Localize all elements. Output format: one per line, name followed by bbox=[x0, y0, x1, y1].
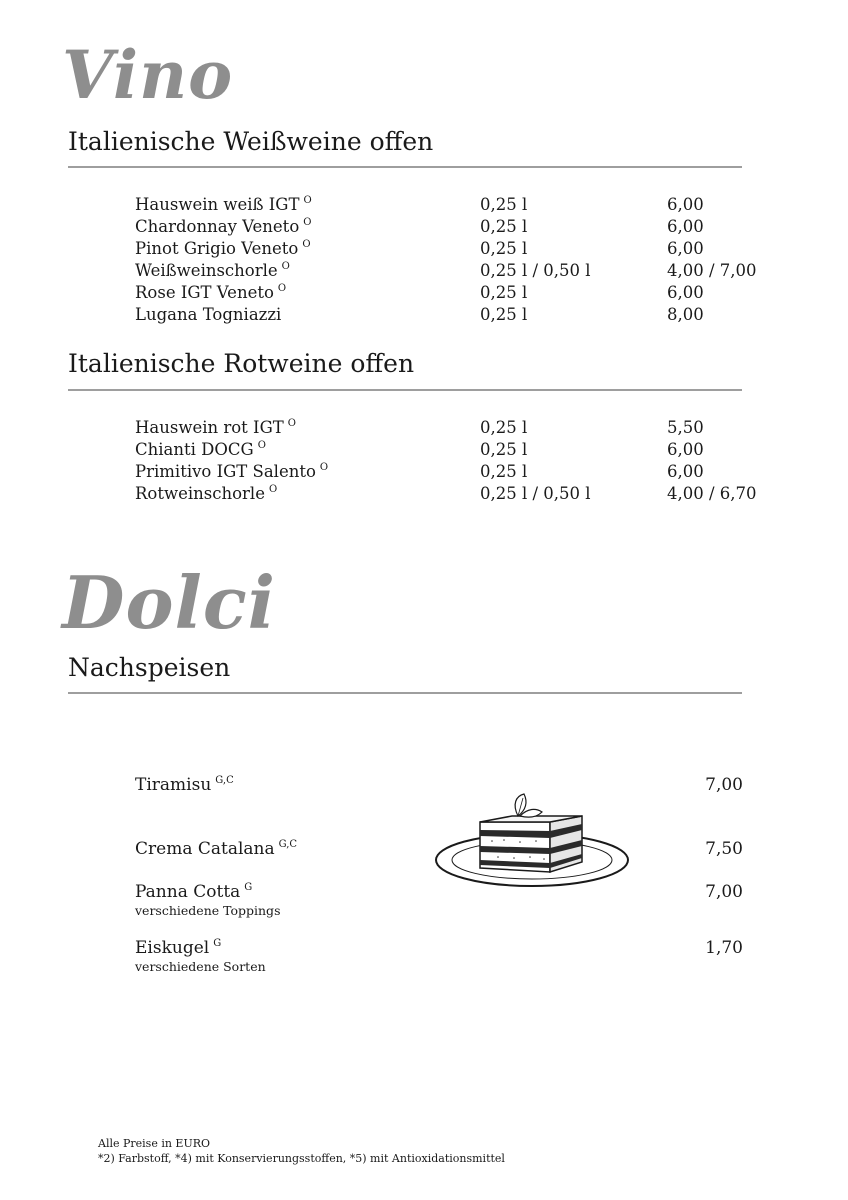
wine-price: 5,50 bbox=[667, 418, 704, 437]
wine-name: Rose IGT Veneto $^O$ bbox=[135, 283, 287, 302]
allergen-mark: O bbox=[287, 418, 296, 429]
wine-name: Rotweinschorle $^O$ bbox=[135, 484, 278, 503]
red-wine-heading: Italienische Rotweine offen bbox=[68, 349, 415, 378]
tiramisu-cake-icon bbox=[432, 790, 632, 890]
allergen-mark: G,C bbox=[278, 839, 298, 850]
allergen-mark: O bbox=[281, 261, 290, 272]
wine-name: Chianti DOCG $^O$ bbox=[135, 440, 266, 459]
wine-quantity: 0,25 l bbox=[480, 418, 528, 437]
allergen-mark: G bbox=[213, 938, 222, 949]
dessert-note: verschiedene Toppings bbox=[135, 903, 281, 918]
red-wine-divider bbox=[68, 389, 742, 391]
wine-price: 6,00 bbox=[667, 283, 704, 302]
wine-quantity: 0,25 l / 0,50 l bbox=[480, 261, 591, 280]
footer-currency-note: Alle Preise in EURO bbox=[98, 1137, 211, 1150]
wine-quantity: 0,25 l bbox=[480, 217, 528, 236]
list-item bbox=[0, 194, 848, 216]
list-item bbox=[0, 417, 848, 439]
wine-name: Pinot Grigio Veneto $^O$ bbox=[135, 239, 311, 258]
red-wine-list bbox=[0, 417, 848, 505]
white-wine-list bbox=[0, 194, 848, 326]
allergen-mark: O bbox=[302, 239, 311, 250]
dessert-note: verschiedene Sorten bbox=[135, 959, 266, 974]
wine-quantity: 0,25 l / 0,50 l bbox=[480, 484, 591, 503]
wine-quantity: 0,25 l bbox=[480, 440, 528, 459]
list-item bbox=[0, 260, 848, 282]
wine-name: Chardonnay Veneto $^O$ bbox=[135, 217, 312, 236]
wine-price: 4,00 / 7,00 bbox=[667, 261, 757, 280]
dessert-name: Panna Cotta $^G$ bbox=[135, 882, 253, 902]
allergen-mark: O bbox=[319, 462, 329, 473]
wine-name: Hauswein weiß IGT $^O$ bbox=[135, 195, 312, 214]
dolci-title: Dolci bbox=[62, 560, 277, 645]
dessert-price: 7,00 bbox=[705, 775, 743, 795]
dessert-name: Tiramisu $^{G,C}$ bbox=[135, 775, 234, 795]
wine-name: Weißweinschorle $^O$ bbox=[135, 261, 290, 280]
wine-price: 6,00 bbox=[667, 239, 704, 258]
footer-additives-note: *2) Farbstoff, *4) mit Konservierungsstoffen, *5) mit Antioxidationsmittel bbox=[98, 1152, 505, 1165]
allergen-mark: G bbox=[244, 882, 253, 893]
list-item bbox=[0, 238, 848, 260]
vino-title: Vino bbox=[62, 36, 234, 114]
dessert-name: Crema Catalana $^{G,C}$ bbox=[135, 839, 298, 859]
dessert-price: 7,00 bbox=[705, 882, 743, 902]
wine-quantity: 0,25 l bbox=[480, 195, 528, 214]
dessert-heading: Nachspeisen bbox=[68, 653, 231, 682]
allergen-mark: O bbox=[303, 217, 312, 228]
wine-name: Lugana Togniazzi bbox=[135, 305, 282, 324]
allergen-mark: O bbox=[277, 283, 287, 294]
wine-price: 6,00 bbox=[667, 217, 704, 236]
list-item bbox=[0, 461, 848, 483]
wine-price: 6,00 bbox=[667, 462, 704, 481]
wine-price: 8,00 bbox=[667, 305, 704, 324]
wine-price: 6,00 bbox=[667, 440, 704, 459]
wine-quantity: 0,25 l bbox=[480, 283, 528, 302]
list-item bbox=[0, 439, 848, 461]
white-wine-heading: Italienische Weißweine offen bbox=[68, 127, 434, 156]
wine-name: Hauswein rot IGT $^O$ bbox=[135, 418, 296, 437]
wine-price: 6,00 bbox=[667, 195, 704, 214]
list-item bbox=[0, 216, 848, 238]
allergen-mark: O bbox=[303, 195, 312, 206]
list-item bbox=[0, 304, 848, 326]
wine-quantity: 0,25 l bbox=[480, 305, 528, 324]
allergen-mark: G,C bbox=[215, 775, 234, 786]
wine-price: 4,00 / 6,70 bbox=[667, 484, 757, 503]
list-item bbox=[0, 282, 848, 304]
dessert-divider bbox=[68, 692, 742, 694]
dessert-price: 7,50 bbox=[705, 839, 743, 859]
wine-quantity: 0,25 l bbox=[480, 462, 528, 481]
dessert-name: Eiskugel $^G$ bbox=[135, 938, 222, 958]
dessert-price: 1,70 bbox=[705, 938, 743, 958]
list-item bbox=[135, 937, 743, 975]
wine-quantity: 0,25 l bbox=[480, 239, 528, 258]
allergen-mark: O bbox=[257, 440, 266, 451]
list-item bbox=[0, 483, 848, 505]
white-wine-divider bbox=[68, 166, 742, 168]
allergen-mark: O bbox=[268, 484, 278, 495]
wine-name: Primitivo IGT Salento $^O$ bbox=[135, 462, 329, 481]
